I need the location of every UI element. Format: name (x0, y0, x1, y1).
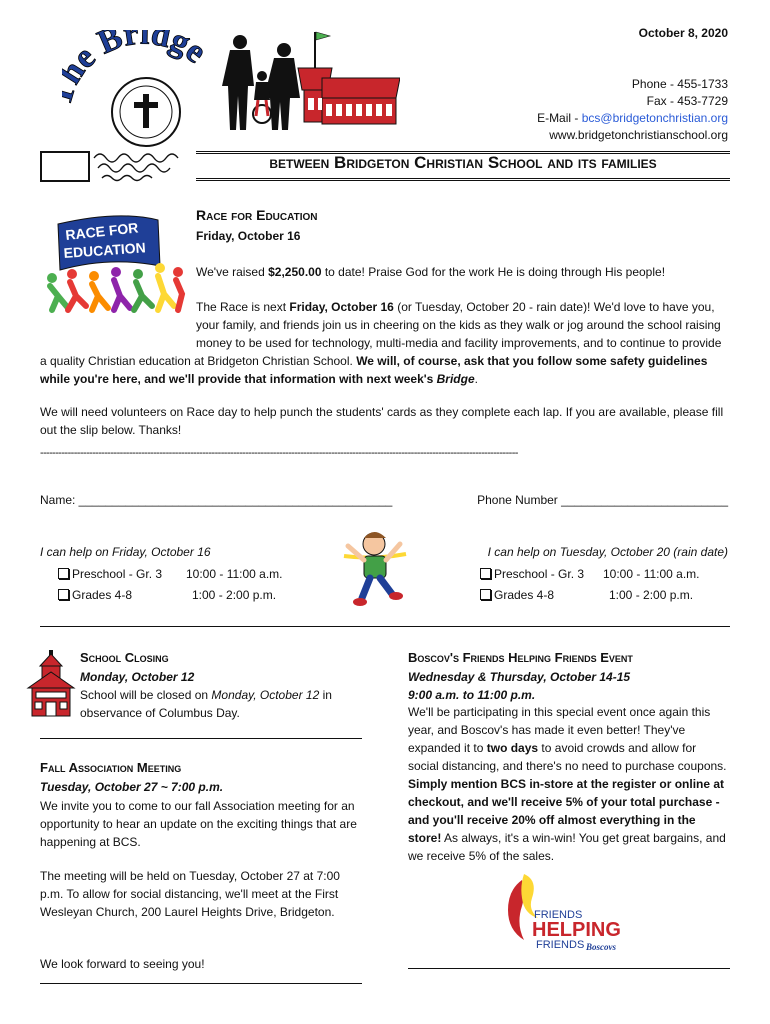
issue-date: October 8, 2020 (638, 26, 728, 40)
friday-slot-2[interactable]: Grades 4-8 (58, 588, 132, 602)
name-field[interactable]: Name: _______________________________________________ (40, 493, 393, 507)
friday-time-2: 1:00 - 2:00 p.m. (192, 588, 277, 602)
logo-friends-2: FRIENDS (536, 939, 585, 951)
friday-slot-1[interactable]: Preschool - Gr. 3 (58, 567, 162, 581)
fall-date: Tuesday, October 27 ~ 7:00 p.m. (40, 780, 224, 794)
family-school-illustration (218, 28, 400, 138)
contact-block (537, 76, 728, 144)
tuesday-slot-2[interactable]: Grades 4-8 (480, 588, 554, 602)
logo-boscovs: Boscovs (586, 942, 616, 952)
banner-line2: EDUCATION (63, 239, 147, 261)
phone-field[interactable]: Phone Number _________________________ (477, 493, 728, 507)
closing-divider (40, 738, 362, 739)
boscov-divider (408, 968, 730, 969)
water-waves (92, 148, 192, 182)
runner-kid-illustration (340, 528, 410, 608)
race-raised: We've raised $2,250.00 to date! Praise God for the work He is doing through His people! (196, 265, 666, 279)
tuesday-slot-1[interactable]: Preschool - Gr. 3 (480, 567, 584, 581)
tuesday-time-1: 10:00 - 11:00 a.m. (603, 567, 700, 581)
fall-invite: We invite you to come to our fall Association meeting for an opportunity to hear an update on the exciting things that are happening at BCS. (40, 799, 357, 849)
checkbox[interactable] (58, 589, 69, 600)
race-details: The Race is next Friday, October 16 (or Tuesday, October 20 - rain date)! We'd love to have you, your family, and friends join us in cheering on the kids as they walk or jog around the school raising money to be used for technology, multi-media and facility improvements, and to continue to provide a quality Christian education at Bridgeton Christian School. We will, of course, ask that you follow some safety guidelines while you're here, and we'll provide that information with next week's Bridge. (40, 300, 722, 386)
tuesday-heading: I can help on Tuesday, October 20 (rain date) (487, 545, 728, 559)
boscov-date: Wednesday & Thursday, October 14-15 (408, 670, 631, 684)
race-title: Race for Education (196, 207, 318, 223)
tuesday-time-2: 1:00 - 2:00 p.m. (609, 588, 694, 602)
title-box (40, 151, 90, 182)
fall-divider (40, 983, 362, 984)
section-divider (40, 626, 730, 627)
boscov-time: 9:00 a.m. to 11:00 p.m. (408, 688, 536, 702)
masthead-logo (62, 30, 222, 150)
header-rule-bottom (196, 178, 730, 181)
logo-helping: HELPING (532, 919, 621, 941)
checkbox[interactable] (58, 568, 69, 579)
closing-date: Monday, October 12 (80, 670, 195, 684)
seal-caption (72, 4, 73, 5)
contact-phone: Phone - 455-1733 (631, 77, 728, 91)
fall-title: Fall Association Meeting (40, 760, 182, 775)
boscov-title: Boscov's Friends Helping Friends Event (408, 650, 633, 665)
closing-body: School will be closed on Monday, October 12 in observance of Columbus Day. (80, 688, 332, 720)
friday-heading: I can help on Friday, October 16 (40, 545, 211, 559)
tagline: between Bridgeton Christian School and its families (269, 153, 657, 172)
checkbox[interactable] (480, 568, 491, 579)
checkbox[interactable] (480, 589, 491, 600)
race-date: Friday, October 16 (196, 229, 301, 243)
race-volunteer-text: We will need volunteers on Race day to help punch the students' cards as they complete each lap. If you are available, please fill out the slip below. Thanks! (40, 405, 724, 437)
contact-website[interactable]: www.bridgetonchristianschool.org (549, 128, 728, 142)
closing-title: School Closing (80, 650, 169, 665)
contact-email: E-Mail - bcs@bridgetonchristian.org (537, 111, 728, 125)
schoolhouse-icon (26, 648, 76, 718)
logo-word: e Bridge (65, 30, 214, 76)
banner-line1: RACE FOR (64, 219, 140, 243)
logo-friends-1: FRIENDS (534, 909, 583, 921)
fall-location: The meeting will be held on Tuesday, October 27 at 7:00 p.m. To allow for social distancing, we'll meet at the First Wesleyan Church, 200 Laurel Heights Drive, Bridgeton. (40, 869, 340, 919)
friday-time-1: 10:00 - 11:00 a.m. (186, 567, 283, 581)
contact-fax: Fax - 453-7729 (646, 94, 728, 108)
cut-line: ------------------------------------------------------------------------------------------------------------------------------------------------------------ (40, 447, 518, 459)
email-link[interactable]: bcs@bridgetonchristian.org (581, 111, 728, 125)
friends-helping-friends-logo (500, 870, 630, 952)
fall-closing: We look forward to seeing you! (40, 957, 205, 971)
boscov-body: We'll be participating in this special event once again this year, and Boscov's has made it even better! They've expanded it to two days to avoid crowds and allow for social distancing, and there's no need to purchase coupons. Simply mention BCS in-store at the register or online at checkout, and we'll receive 5% of your total purchase - and you'll receive 20% off almost everything in the store! As always, it's a win-win! You get great bargains, and we receive 5% of the sales. (408, 705, 727, 863)
